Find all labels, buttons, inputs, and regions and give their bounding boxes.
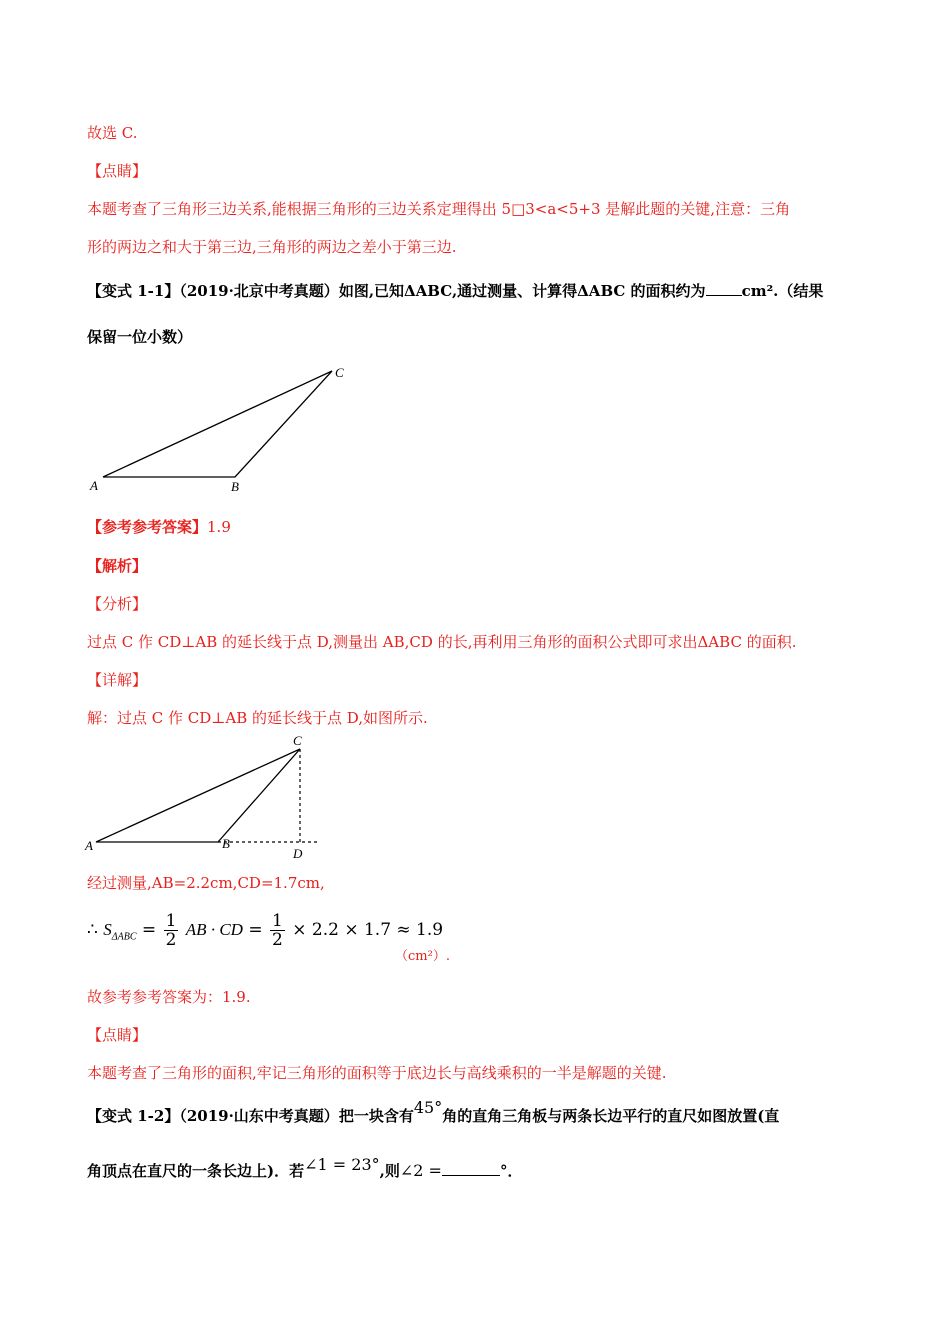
question-1-1-line1 — [87, 280, 823, 301]
question-text-c: 角顶点在直尺的一条长边上)．若 — [87, 1162, 305, 1180]
answer-label: 【参考参考答案】 — [87, 518, 208, 536]
label-c: C — [335, 365, 344, 380]
calc-result: × 2.2 × 1.7 ≈ 1.9 — [292, 920, 444, 940]
conclusion-text: 故选 C. — [87, 124, 138, 142]
angle-45: 45° — [413, 1098, 443, 1117]
equals-1: = — [141, 920, 157, 940]
triangle-abc-figure — [85, 362, 365, 497]
question-text: 如图,已知ΔABC,通过测量、计算得ΔABC 的面积约为 — [338, 282, 706, 300]
question-tag: 【变式 1-1】 — [87, 282, 180, 300]
question-text: 把一块含有 — [338, 1107, 414, 1125]
question-text-d: ,则 — [379, 1162, 400, 1180]
detail-text: 解：过点 C 作 CD⊥AB 的延长线于点 D,如图所示. — [87, 709, 428, 727]
tip-text-2: 本题考查了三角形的面积,牢记三角形的面积等于底边长与高线乘积的一半是解题的关键. — [87, 1064, 667, 1082]
analysis-label: 【解析】 — [87, 557, 148, 575]
label-c: C — [293, 733, 302, 748]
fenxi-text: 过点 C 作 CD⊥AB 的延长线于点 D,测量出 AB,CD 的长,再利用三角形的面积公式即可求出ΔABC 的面积. — [87, 633, 797, 651]
answer-blank — [442, 1162, 500, 1176]
label-b: B — [222, 836, 230, 851]
tip-label-2: 【点睛】 — [87, 1026, 148, 1044]
triangle-abcd-figure — [82, 730, 342, 862]
answer-line — [87, 516, 231, 537]
label-a: A — [90, 478, 98, 493]
answer-blank — [706, 282, 742, 296]
tip-text-line2: 形的两边之和大于第三边,三角形的两边之差小于第三边. — [87, 238, 457, 256]
question-source: （2019·山东中考真题） — [179, 1107, 339, 1125]
fraction-half-1: $\frac{1}{2}$ — [165, 911, 177, 950]
label-a: A — [85, 838, 93, 853]
measure-text: 经过测量,AB=2.2cm,CD=1.7cm, — [87, 874, 325, 892]
angle-1: ∠1 = 23° — [304, 1155, 380, 1174]
fraction-half-2: $\frac{1}{2}$ — [272, 911, 283, 950]
fenxi-label: 【分析】 — [87, 595, 148, 613]
label-d: D — [293, 846, 303, 861]
question-1-1-line2: 保留一位小数） — [87, 328, 193, 346]
final-answer: 故参考参考答案为：1.9. — [87, 988, 251, 1006]
area-formula — [87, 912, 443, 949]
question-source: （2019·北京中考真题） — [179, 282, 339, 300]
label-b: B — [231, 479, 239, 494]
question-tag: 【变式 1-2】 — [87, 1107, 180, 1125]
equals-2: = — [248, 920, 263, 940]
ab-cd-product: AB · CD — [185, 920, 243, 939]
question-1-2-line2 — [87, 1155, 523, 1181]
tip-text-line1: 本题考查了三角形三边关系,能根据三角形的三边关系定理得出 5□3<a<5+3 是解此题的关键,注意：三角 — [87, 200, 791, 218]
question-text-e: °． — [499, 1162, 523, 1180]
therefore-symbol: ∴ — [87, 920, 98, 940]
angle-2: ∠2 = — [399, 1161, 442, 1180]
answer-value: 1.9 — [207, 518, 231, 536]
area-subscript: ΔABC — [111, 931, 137, 943]
area-unit: （cm²）. — [395, 949, 450, 964]
question-text-tail: cm².（结果 — [741, 282, 824, 300]
question-text-b: 角的直角三角板与两条长边平行的直尺如图放置(直 — [442, 1107, 780, 1125]
area-symbol: S — [103, 920, 112, 939]
detail-label: 【详解】 — [87, 671, 148, 689]
question-1-2-line1 — [87, 1098, 780, 1126]
tip-label: 【点睛】 — [87, 162, 148, 180]
